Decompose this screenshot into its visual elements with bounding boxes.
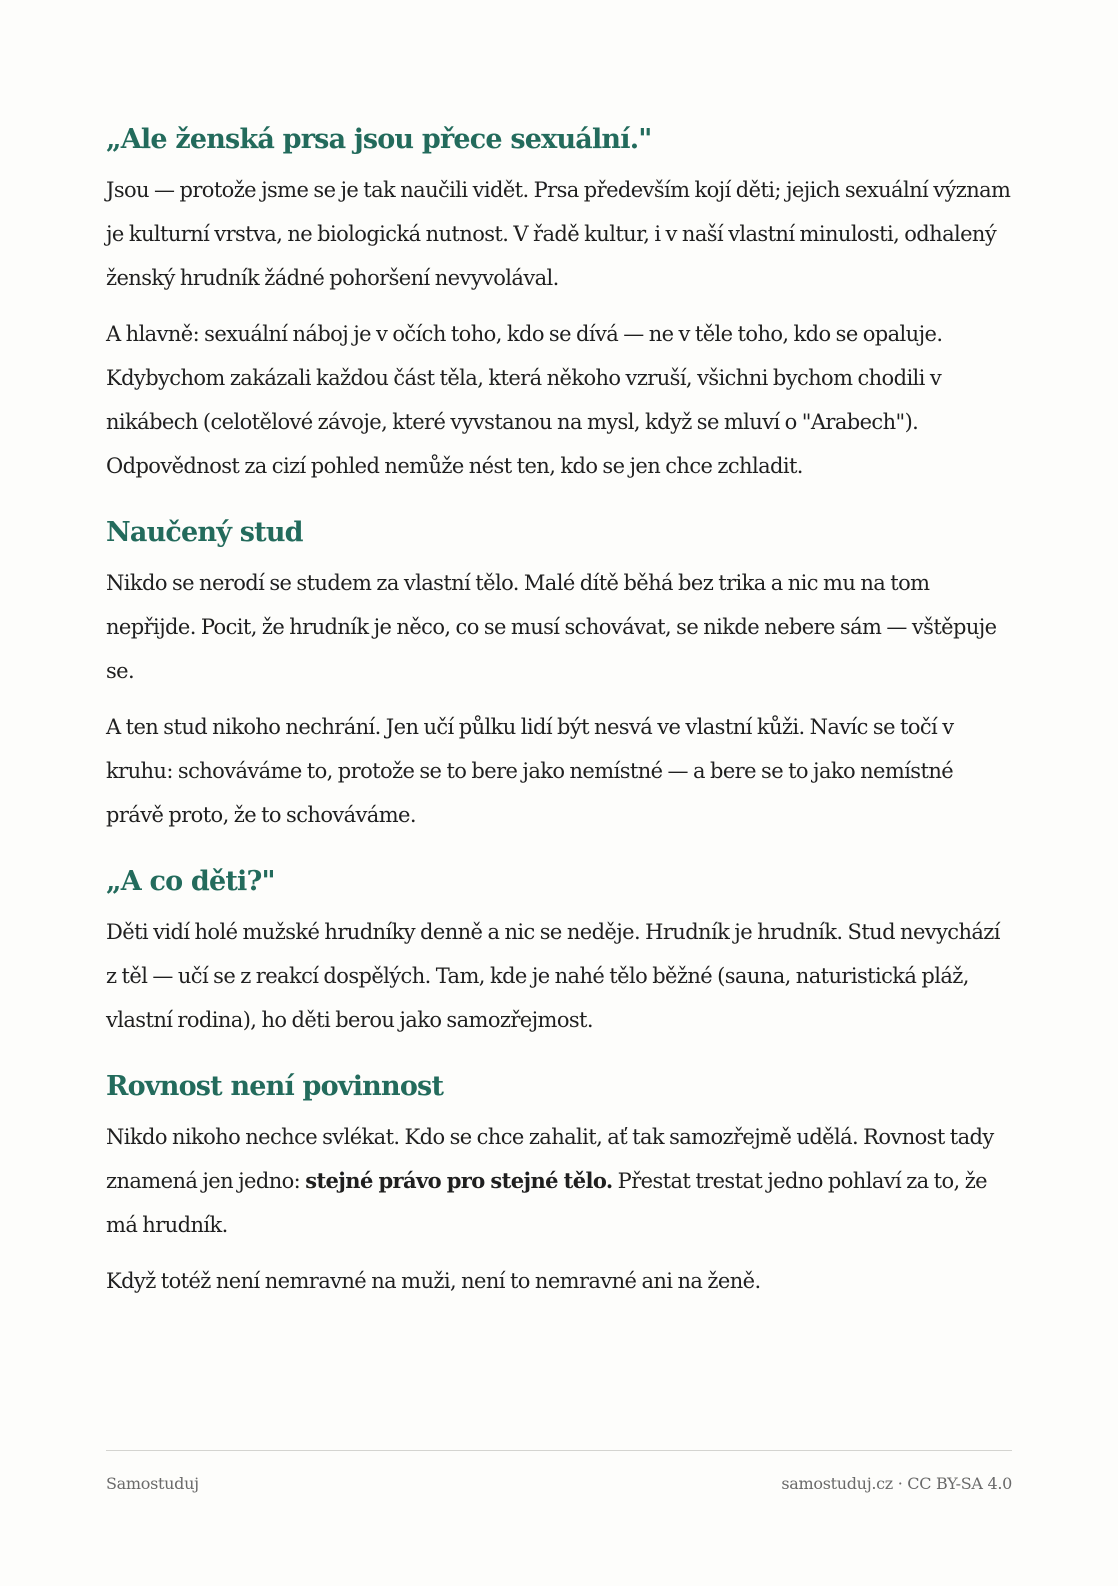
footer	[106, 1474, 1012, 1493]
paragraph-text: Nikdo nikoho nechce svlékat. Kdo se chce zahalit, ať tak samozřejmě udělá. Rovnost tady znamená jen jedno:	[106, 1125, 994, 1193]
paragraph-text: Přestat trestat jedno pohlaví za to, že má hrudník.	[106, 1169, 987, 1237]
footer-license: samostuduj.cz · CC BY-SA 4.0	[781, 1474, 1012, 1493]
section-equality	[106, 1065, 1012, 1303]
footer-divider	[106, 1450, 1012, 1451]
section-heading: „A co děti?"	[106, 866, 275, 897]
article-body	[106, 118, 1012, 1326]
paragraph: Děti vidí holé mužské hrudníky denně a nic se neděje. Hrudník je hrudník. Stud nevychází z těl — učí se z reakcí dospělých. Tam, kde je nahé tělo běžné (sauna, naturistická pláž, vlastní rodina), ho děti berou jako samozřejmost.	[106, 920, 1000, 1032]
section-heading: Naučený stud	[106, 517, 303, 548]
paragraph: A hlavně: sexuální náboj je v očích toho, kdo se dívá — ne v těle toho, kdo se opaluje. Kdybychom zakázali každou část těla, která někoho vzruší, všichni bychom chodili v nikábech (celotělové závoje, které vyvstanou na mysl, když se mluví o "Arabech"). Odpovědnost za cizí pohled nemůže nést ten, kdo se jen chce zchladit.	[106, 322, 943, 478]
footer-site-name: Samostuduj	[106, 1474, 199, 1493]
section-learned-shame	[106, 511, 1012, 837]
section-heading: Rovnost není povinnost	[106, 1071, 444, 1102]
section-children	[106, 860, 1012, 1042]
paragraph	[106, 1115, 1012, 1247]
paragraph: Jsou — protože jsme se je tak naučili vidět. Prsa především kojí děti; jejich sexuální význam je kulturní vrstva, ne biologická nutnost. V řadě kultur, i v naší vlastní minulosti, odhalený ženský hrudník žádné pohoršení nevyvolával.	[106, 178, 1011, 290]
paragraph: Když totéž není nemravné na muži, není to nemravné ani na ženě.	[106, 1269, 761, 1293]
paragraph: Nikdo se nerodí se studem za vlastní tělo. Malé dítě běhá bez trika a nic mu na tom nepřijde. Pocit, že hrudník je něco, co se musí schovávat, se nikde nebere sám — vštěpuje se.	[106, 571, 997, 683]
section-breasts-sexual	[106, 118, 1012, 488]
emphasis-text: stejné právo pro stejné tělo.	[305, 1168, 613, 1193]
paragraph: A ten stud nikoho nechrání. Jen učí půlku lidí být nesvá ve vlastní kůži. Navíc se točí v kruhu: schováváme to, protože se to bere jako nemístné — a bere se to jako nemístné právě proto, že to schováváme.	[106, 715, 954, 827]
section-heading: „Ale ženská prsa jsou přece sexuální."	[106, 124, 652, 155]
